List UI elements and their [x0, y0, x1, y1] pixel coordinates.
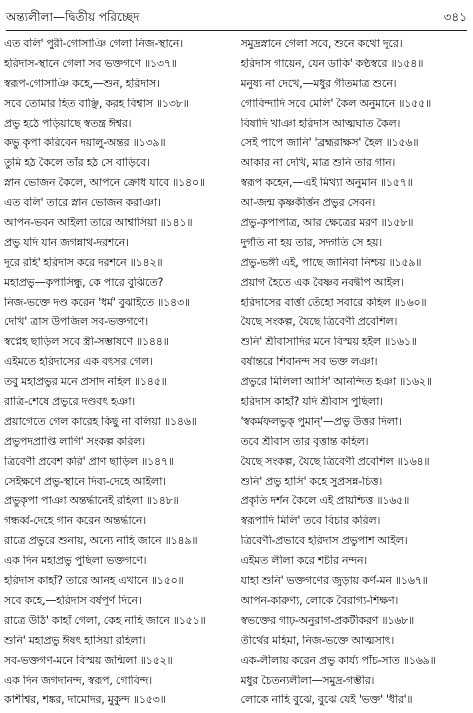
verse-line: স্বরূপাদি মিলি' তবে বিচার করিল। — [240, 515, 381, 527]
verse-line: এক দিন জগদানন্দ, স্বরূপ, গোবিন্দ। — [4, 674, 152, 686]
verse-line: লোকে নাহি বুঝে, বুঝে যেই 'ভক্ত' 'ধীর'॥ — [240, 694, 413, 706]
page-number: ৩৪১ — [443, 10, 467, 24]
verse-line: এত বলি' তারে স্নান ভোজন করাঞা। — [4, 197, 161, 209]
verse-line: মনুষ্য না দেখে,—মধুর গীতমাত্র শুনে। — [240, 77, 397, 89]
verse-line: এইমত লীলা করে শচীর নন্দন। — [240, 555, 367, 567]
verse-line: মহাপ্রভু—কৃপাসিন্ধু, কে পারে বুঝিতে? — [4, 276, 164, 288]
verse-line: সব-ভক্তগণ-মনে বিস্ময় জন্মিলা ॥১৫২॥ — [4, 654, 173, 666]
verse-line: প্রভু-কৃপাপাত্র, আর ক্ষেত্রের মরণ ॥১৫৮॥ — [240, 217, 414, 229]
verse-line: প্রয়াগেতে গেল কারেহ কিছু না বলিয়া ॥১৪৬॥ — [4, 415, 197, 428]
verse-line: প্রয়াগ হৈতে এক বৈষ্ণব নবদ্বীপ আইল। — [240, 276, 404, 288]
verse-line: আ-জন্ম কৃষ্ণকীর্ত্তন প্রভুর সেবন। — [240, 197, 376, 209]
verse-line: প্রভুরে মিলিলা আসি' আনন্দিত হঞা ॥১৬২॥ — [240, 376, 432, 388]
verse-line: হরিদাসের বার্ত্তা তেঁহো সবারে কহিল ॥১৬০॥ — [240, 296, 427, 308]
verse-line: স্বপ্নেহ ছাড়িল সবে স্ত্রী-সম্ভাষণে ॥১৪৪॥ — [4, 336, 169, 348]
verse-line: নিজ-ভক্তে দণ্ড করেন 'ধর্ম' বুঝাইতে ॥১৪৩॥ — [4, 296, 190, 308]
verse-line: হরিদাস-স্থানে গেলা সব ভক্তগণে ॥১৩৭॥ — [4, 57, 177, 70]
verse-line: স্নান ভোজন কৈলে, আপনে ক্রোধ যাবে ॥১৪০॥ — [4, 177, 205, 189]
verse-line: বর্ষান্তরে শিবানন্দ সব ভক্ত লঞা। — [240, 356, 378, 368]
verse-line: ত্রিবেণী-প্রভাবে হরিদাস প্রভুপাশ আইল। — [240, 535, 408, 547]
verse-line: তুমি হঠ কৈলে তাঁর হঠ সে বাড়িবে। — [4, 157, 150, 169]
verse-line: শুনি' প্রভু হাসি' কহে সুপ্রসন্ন-চিত্ত। — [240, 475, 383, 487]
verse-line: সেইক্ষণে প্রভু-স্থানে দিব্য-দেহে আইলা। — [4, 475, 166, 487]
verse-line: রাত্রি-শেষে প্রভুরে দণ্ডবৎ হঞা। — [4, 396, 135, 408]
verse-line: বিষাদি খাঞা হরিদাস আত্মঘাত কৈল। — [240, 117, 401, 129]
verse-line: গোবিন্দাদি সবে মেলি' কৈল অনুমানে ॥১৫৫॥ — [240, 97, 431, 109]
verse-line: তবু মহাপ্রভুর মনে প্রসাদ নহিল ॥১৪৫॥ — [4, 376, 167, 388]
verse-line: মধুর চৈতন্যলীলা—সমুদ্র-গম্ভীর। — [240, 674, 375, 686]
verse-line: সেই পাপে জানি' 'ব্রহ্মরাক্ষস' হৈল ॥১৫৬॥ — [240, 137, 419, 149]
verse-line: প্রভু হঠে পড়িয়াছে স্বতন্ত্র ঈশ্বর। — [4, 117, 132, 129]
verse-line: এক দিন মহাপ্রভু পুছিলা ভক্তগণে। — [4, 555, 147, 567]
verse-line: হরিদাস কাহাঁ? যদি শ্রীবাস পুছিলা। — [240, 396, 383, 408]
verse-line: 'স্বকর্মফলভুক্ পুমান্'—প্রভু উত্তর দিলা। — [240, 415, 402, 428]
verse-line: দুর্গতি না হয় তার, সদ্গতি সে হয়। — [240, 236, 382, 249]
verse-line: আপন-কারুণ্য, লোকে বৈরাগ্য-শিক্ষণ। — [240, 594, 399, 607]
verse-line: কভু কৃপা করিবেন দয়ালু-অন্তর ॥১৩৯॥ — [4, 137, 166, 149]
verse-line: তীর্থের মহিমা, নিজ-ভক্তে আত্মসাৎ। — [240, 634, 395, 646]
verse-line: সবে কহে,—হরিদাস বর্ষপূর্ণ দিনে। — [4, 594, 142, 607]
verse-line: তবে শ্রীবাস তার বৃত্তান্ত কহিল। — [240, 435, 369, 448]
verse-line: এত বলি' পুরী-গোসাঞি গেলা নিজ-স্থানে। — [4, 38, 183, 50]
verse-line: প্রভু যদি যান জগন্নাথ-দরশনে। — [4, 236, 129, 249]
left-column — [4, 38, 233, 706]
verse-line: এইমতে হরিদাসের এক বৎসর গেল। — [4, 356, 153, 368]
verse-line: যাহা শুনি' ভক্তগণের জুড়ায় কর্ণ-মন ॥১৬৭॥ — [240, 575, 428, 587]
verse-line: কাশীশ্বর, শঙ্কর, দামোদর, মুকুন্দ ॥১৫৩॥ — [4, 694, 166, 706]
verse-line: আপন-ভবন আইলা তারে আশ্বাসিয়া ॥১৪১॥ — [4, 217, 193, 229]
verse-line: শুনি' মহাপ্রভু ঈষৎ হাসিয়া রহিলা। — [4, 634, 146, 646]
verse-line: স্বরূপ-গোসাঞি কহে,—শুন, হরিদাস। — [4, 77, 160, 89]
page-header — [6, 8, 467, 31]
verse-line: যৈছে সংকল্প, যৈছে ত্রিবেণী প্রবেশিল। — [240, 316, 398, 328]
right-column — [241, 38, 470, 706]
verse-line: প্রভুকৃপা পাঞা অন্তর্দ্ধানেই রহিলা ॥১৪৮॥ — [4, 495, 179, 507]
verse-line: সবে তোমার হিত বাঞ্ছি, করহ বিশ্বাস ॥১৩৮॥ — [4, 97, 189, 109]
running-title: অন্ত্যলীলা—দ্বিতীয় পরিচ্ছেদ — [6, 10, 140, 24]
verse-line: শুনি' শ্রীবাসাদির মনে বিস্ময় হইল ॥১৬১॥ — [240, 336, 417, 348]
verse-line: এক-লীলায় করেন প্রভু কার্য্য পাঁচ-সাত ॥১৬৯॥ — [240, 654, 436, 666]
verse-line: ত্রিবেণী প্রবেশ করি' প্রাণ ছাড়িল ॥১৪৭॥ — [4, 455, 174, 467]
verse-line: স্বভক্তের গাঢ়-অনুরাগ-প্রকটীকরণ ॥১৬৮॥ — [240, 614, 415, 627]
verse-line: আকার না দেখি, মাত্র শুনি তার গান। — [240, 157, 396, 169]
verse-line: রাত্রে প্রভুরে শুনায়, অন্যে নাহি জানে ॥১৪৯॥ — [4, 535, 198, 547]
verse-line: গন্ধর্ব্ব-দেহে গান করেন অন্তর্দ্ধানে। — [4, 515, 146, 527]
verse-line: হরিদাস কাহাঁ? তারে আনহ এখানে ॥১৫০॥ — [4, 575, 184, 587]
verse-line: প্রকৃতি দর্শন কৈলে এই প্রায়শ্চিত্ত ॥১৬৫॥ — [240, 495, 410, 507]
verse-line: দূরে রহি' হরিদাস করে দরশনে ॥১৪২॥ — [4, 256, 163, 268]
text-columns — [4, 38, 469, 706]
verse-line: রাত্রে উঠি' কাহাঁ গেলা, কেহ নাহি জানে ॥১৫১॥ — [4, 614, 206, 627]
verse-line: হরিদাস গায়েন, যেন ডাকি' কণ্ঠস্বরে ॥১৫৪॥ — [240, 57, 424, 70]
verse-line: প্রভু-ভঙ্গী এই, পাছে জানিবা নিশ্চয় ॥১৫৯॥ — [240, 256, 422, 268]
verse-line: প্রভুপদপ্রাপ্তি লাগি' সংকল্প করিল। — [4, 435, 145, 448]
verse-line: দেখি' ত্রাস উপজিল সব-ভক্তগণে। — [4, 316, 148, 328]
verse-line: সমুদ্রস্নানে গেলা সবে, শুনে কথো দূরে। — [240, 38, 403, 50]
verse-line: যৈছে সংকল্প, যৈছে ত্রিবেণী প্রবেশিল ॥১৬৪॥ — [240, 455, 430, 467]
verse-line: স্বরূপ কহেন,—এই মিথ্যা অনুমান ॥১৫৭॥ — [240, 177, 413, 189]
